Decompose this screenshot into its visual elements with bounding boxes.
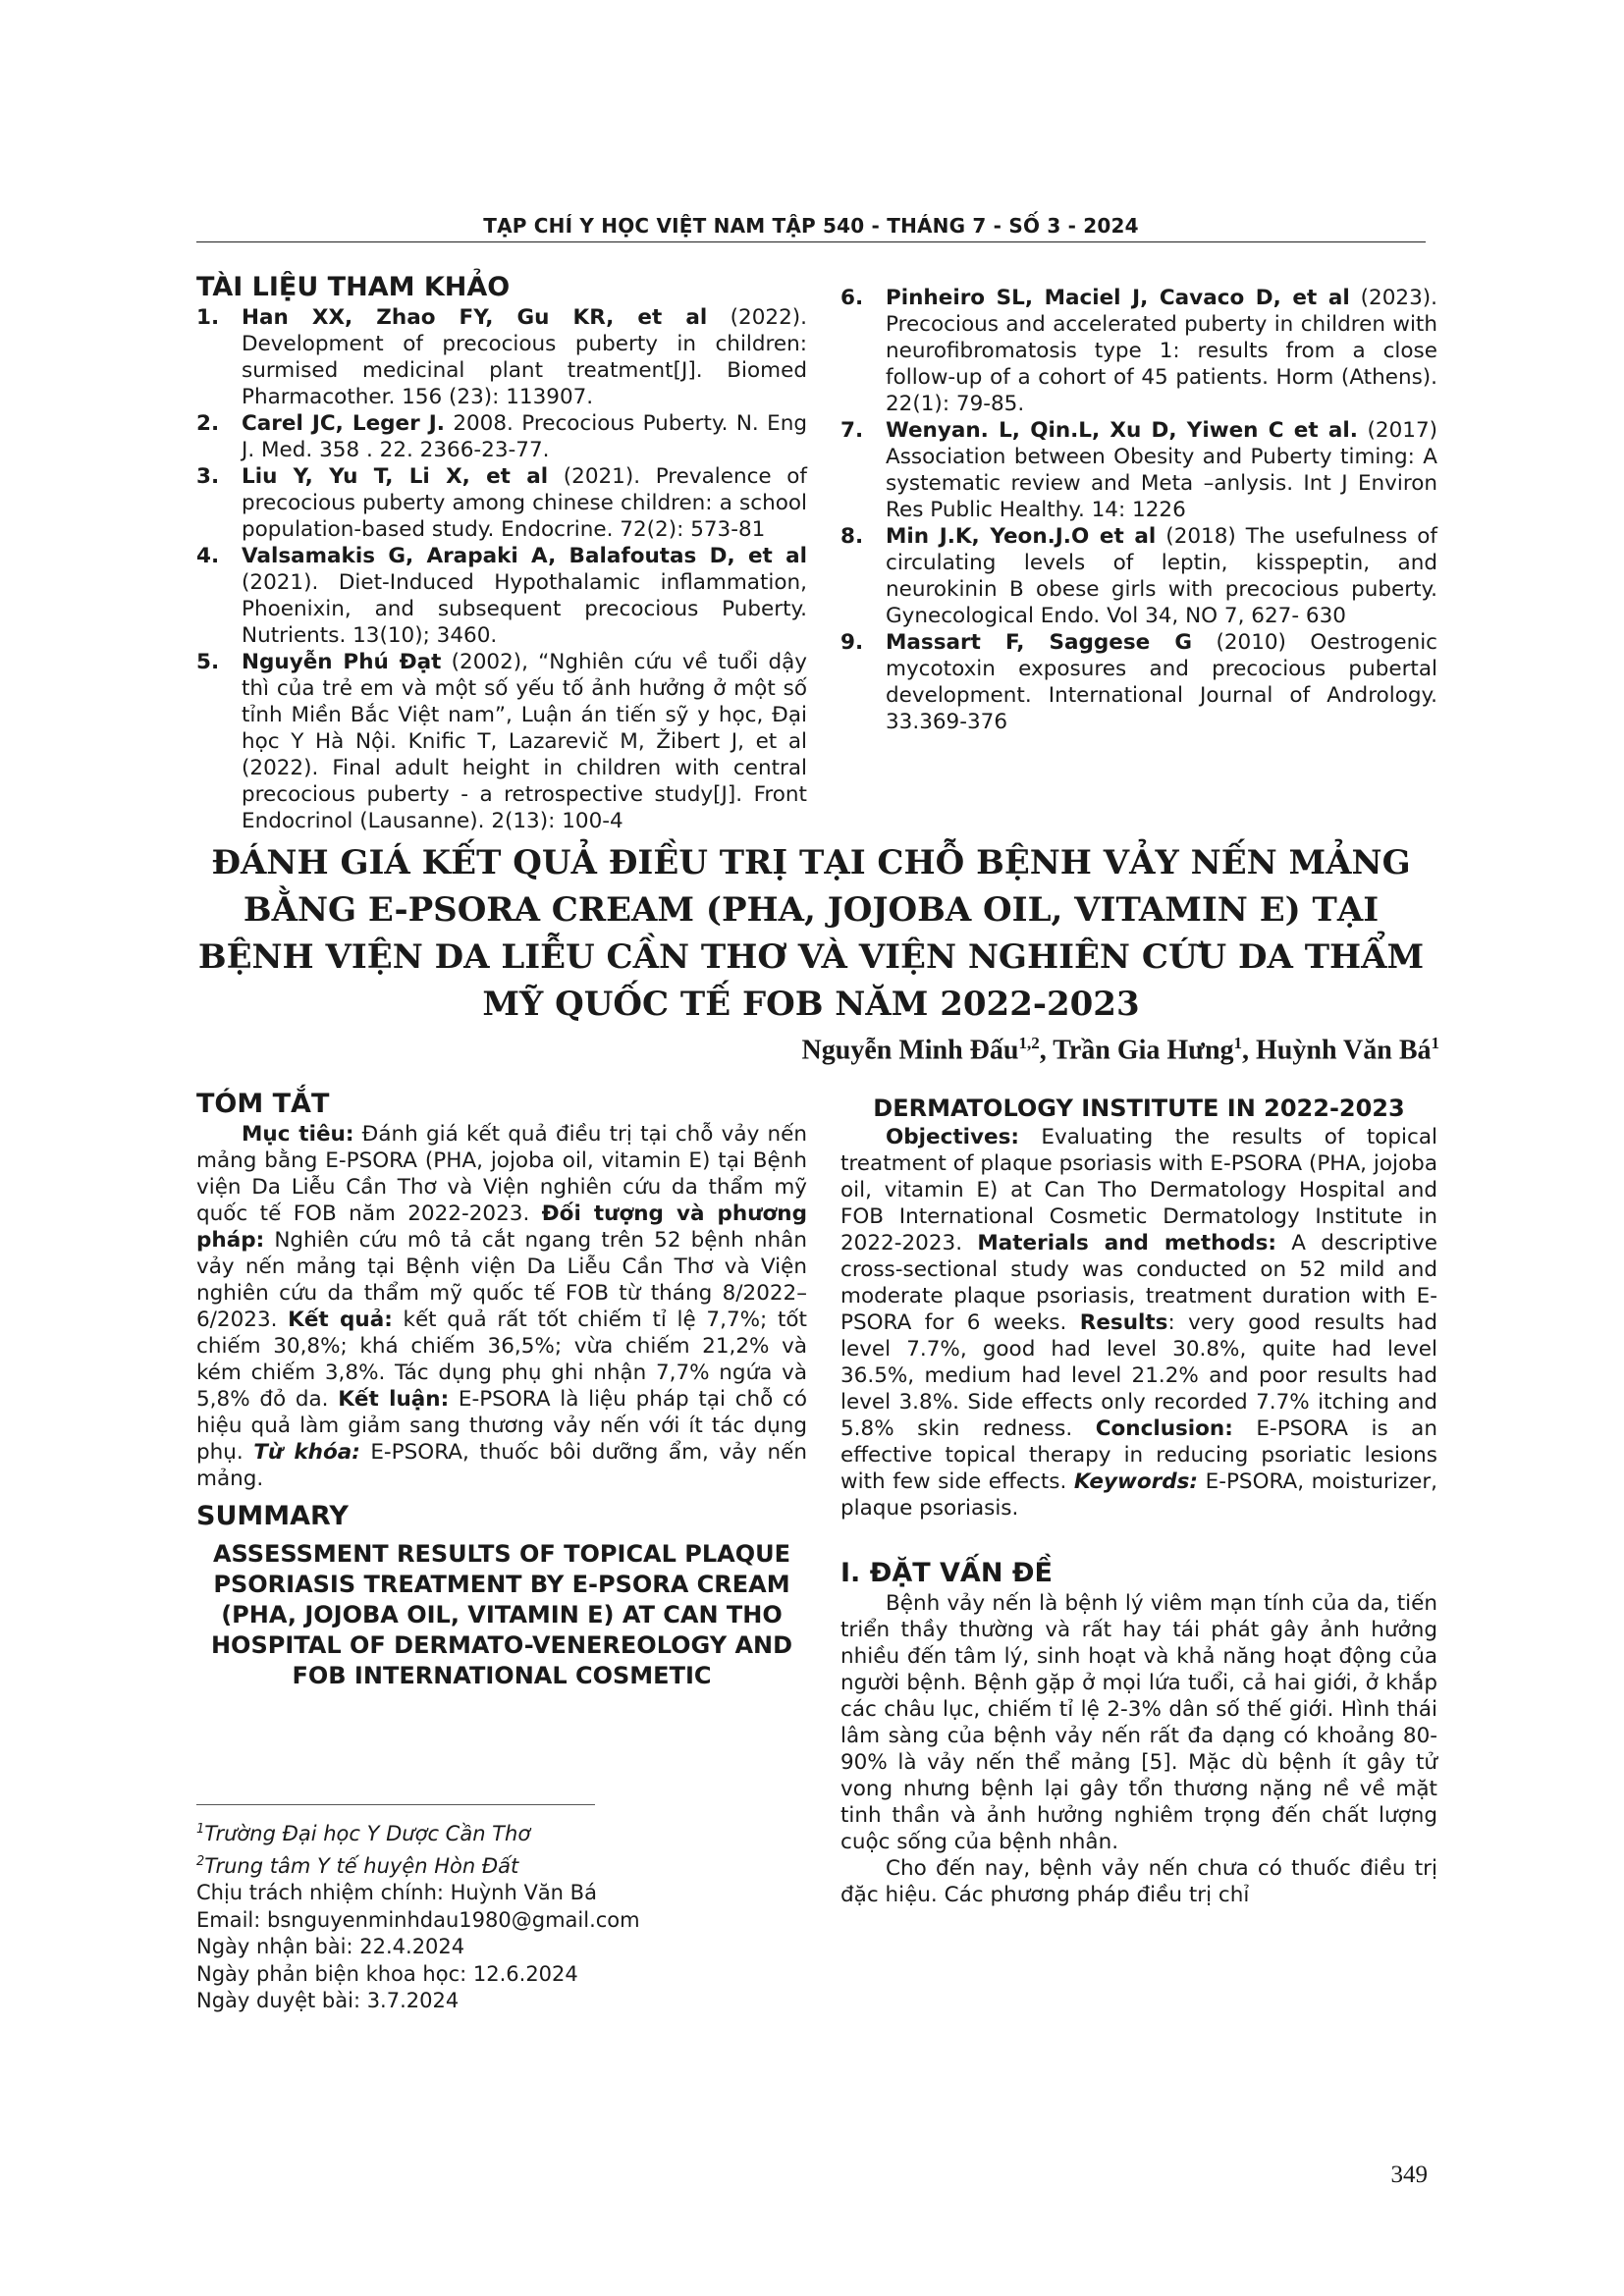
- doi-tuong-label: Đối tượng và phương pháp:: [196, 1201, 807, 1253]
- keywords-label: Keywords:: [1073, 1469, 1199, 1494]
- reference-authors: Liu Y, Yu T, Li X, et al: [242, 464, 549, 489]
- reference-text: [242, 304, 807, 410]
- conclusion-text: E-PSORA is an effective topical therapy in reducing psoriatic lesions with few side effects.: [840, 1416, 1437, 1494]
- references-heading: TÀI LIỆU THAM KHẢO: [196, 272, 511, 302]
- reference-authors: Wenyan. L, Qin.L, Xu D, Yiwen C et al.: [886, 418, 1358, 443]
- reference-details: (2023). Precocious and accelerated puberty in children with neurofibromatosis type 1: results from a close follow-up of a cohort of 45 patients. Horm (Athens). 22(1): 79-85.: [886, 286, 1437, 416]
- reference-authors: Valsamakis G, Arapaki A, Balafoutas D, et al: [242, 544, 807, 568]
- reference-authors: Carel JC, Leger J.: [242, 411, 445, 436]
- reference-number: 7.: [840, 418, 864, 443]
- date-accepted: Ngày duyệt bài: 3.7.2024: [196, 1989, 460, 2012]
- reference-number: 4.: [196, 544, 220, 568]
- responsible-author: Chịu trách nhiệm chính: Huỳnh Văn Bá: [196, 1881, 597, 1904]
- author-name: Huỳnh Văn Bá: [1256, 1035, 1432, 1066]
- author-affiliation-mark: 1,2: [1018, 1034, 1040, 1052]
- muc-tieu-label: Mục tiêu:: [242, 1122, 354, 1147]
- reference-number: 3.: [196, 464, 220, 489]
- date-reviewed: Ngày phản biện khoa học: 12.6.2024: [196, 1961, 578, 1986]
- affiliation-2: $^2$Trung tâm Y tế huyện Hòn Đất: [196, 1853, 519, 1878]
- reference-item: [840, 417, 1437, 523]
- reference-details: (2022). Development of precocious puberty in children: surmised medicinal plant treatment[J]. Biomed Pharmacother. 156 (23): 113907.: [242, 305, 807, 409]
- abstract-left-column: [196, 1088, 807, 1691]
- contact-email: Email: bsnguyenminhdau1980@gmail.com: [196, 1907, 640, 1932]
- objectives-text: Evaluating the results of topical treatment of plaque psoriasis with E-PSORA (PHA, jojoba oil, vitamin E) at Can Tho Dermatology Hospital and FOB International Cosmetic Dermatology Institute in 2022-2023.: [840, 1125, 1437, 1255]
- reference-details: (2017) Association between Obesity and Puberty timing: A systematic review and Meta –anlysis. Int J Environ Res Public Healthy. 14: 1226: [886, 418, 1438, 522]
- objectives-label: Objectives:: [886, 1125, 1020, 1149]
- article-title: ĐÁNH GIÁ KẾT QUẢ ĐIỀU TRỊ TẠI CHỖ BỆNH VẢY NẾN MẢNG BẰNG E-PSORA CREAM (PHA, JOJOBA OIL, VITAMIN E) TẠI BỆNH VIỆN DA LIỄU CẦN THƠ VÀ VIỆN NGHIÊN CỨU DA THẨM MỸ QUỐC TẾ FOB NĂM 2022-2023: [197, 843, 1425, 1024]
- reference-details: (2002), “Nghiên cứu về tuổi dậy thì của trẻ em và một số yếu tố ảnh hưởng ở một số tỉnh Miền Bắc Việt nam”, Luận án tiến sỹ y học, Đại học Y Hà Nội. Knific T, Lazarevič M, Žibert J, et al (2022). Final adult height in children with central precocious puberty - a retrospective study[J]. Front Endocrinol (Lausanne). 2(13): 100-4: [242, 650, 807, 833]
- reference-details: (2021). Diet-Induced Hypothalamic inflammation, Phoenixin, and subsequent precocious Puberty. Nutrients. 13(10); 3460.: [242, 570, 807, 648]
- reference-details: (2018) The usefulness of circulating levels of leptin, kisspeptin, and neurokinin B obese girls with precocious puberty. Gynecological Endo. Vol 34, NO 7, 627- 630: [886, 524, 1437, 628]
- tu-khoa-text: E-PSORA, thuốc bôi dưỡng ẩm, vảy nến mảng.: [196, 1440, 807, 1491]
- author-name: Nguyễn Minh Đấu: [801, 1035, 1019, 1066]
- footnote-rule: [196, 1804, 595, 1805]
- summary-title-continued: DERMATOLOGY INSTITUTE IN 2022-2023: [873, 1095, 1405, 1122]
- reference-text: [242, 410, 807, 463]
- section-introduction: [840, 1557, 1437, 1908]
- references-right-column: [840, 285, 1437, 735]
- results-text: : very good results had level 7.7%, good had level 30.8%, quite had level 36.5%, medium had level 21.2% and poor results had level 3.8%. Side effects only recorded 7.7% itching and 5.8% skin redness.: [840, 1310, 1437, 1441]
- reference-authors: Nguyễn Phú Đạt: [242, 650, 442, 674]
- reference-authors: Han XX, Zhao FY, Gu KR, et al: [242, 305, 708, 330]
- tu-khoa-label: Từ khóa:: [253, 1440, 360, 1465]
- tom-tat-body: [196, 1121, 807, 1492]
- reference-item: [196, 304, 807, 410]
- reference-item: [840, 285, 1437, 417]
- reference-authors: Pinheiro SL, Maciel J, Cavaco D, et al: [886, 286, 1350, 310]
- header-rule: [196, 241, 1426, 242]
- reference-text: [242, 649, 807, 834]
- ket-luan-text: E-PSORA là liệu pháp tại chỗ có hiệu quả làm giảm sang thương vảy nến với ít tác dụng phụ.: [196, 1387, 807, 1465]
- methods-label: Materials and methods:: [977, 1231, 1276, 1255]
- reference-authors: Min J.K, Yeon.J.O et al: [886, 524, 1157, 549]
- reference-text: [886, 523, 1437, 629]
- reference-details: 2008. Precocious Puberty. N. Eng J. Med. 358 . 22. 2366-23-77.: [242, 411, 807, 462]
- section-heading: I. ĐẶT VẤN ĐỀ: [840, 1558, 1053, 1588]
- reference-item: [840, 629, 1437, 735]
- muc-tieu-text: Đánh giá kết quả điều trị tại chỗ vảy nến mảng bằng E-PSORA (PHA, jojoba oil, vitamin E) tại Bệnh viện Da Liễu Cần Thơ và Viện nghiên cứu da thẩm mỹ quốc tế FOB năm 2022-2023.: [196, 1122, 807, 1226]
- reference-item: [196, 410, 807, 463]
- author-name: Trần Gia Hưng: [1053, 1035, 1234, 1066]
- page-number: 349: [1390, 2162, 1428, 2188]
- affiliation-text: Trường Đại học Y Dược Cần Thơ: [204, 1822, 531, 1845]
- reference-number: 5.: [196, 650, 220, 674]
- reference-item: [196, 649, 807, 834]
- reference-authors: Massart F, Saggese G: [886, 630, 1192, 655]
- journal-header: TẠP CHÍ Y HỌC VIỆT NAM TẬP 540 - THÁNG 7 - SỐ 3 - 2024: [483, 214, 1139, 238]
- summary-title: ASSESSMENT RESULTS OF TOPICAL PLAQUE PSORIASIS TREATMENT BY E-PSORA CREAM (PHA, JOJOBA OIL, VITAMIN E) AT CAN THO HOSPITAL OF DERMATO-VENEREOLOGY AND FOB INTERNATIONAL COSMETIC: [210, 1540, 793, 1689]
- ket-qua-label: Kết quả:: [288, 1308, 393, 1332]
- reference-text: [886, 629, 1437, 735]
- summary-heading: SUMMARY: [196, 1501, 349, 1531]
- summary-body: [840, 1124, 1437, 1522]
- doi-tuong-text: Nghiên cứu mô tả cắt ngang trên 52 bệnh nhân vảy nến mảng tại Bệnh viện Da Liễu Cần Thơ và Viện nghiên cứu da thẩm mỹ quốc tế FOB từ tháng 8/2022–6/2023.: [196, 1228, 807, 1332]
- results-label: Results: [1079, 1310, 1168, 1335]
- author-affiliation-mark: 1: [1233, 1034, 1243, 1052]
- introduction-paragraph: Cho đến nay, bệnh vảy nến chưa có thuốc điều trị đặc hiệu. Các phương pháp điều trị chỉ: [840, 1856, 1437, 1907]
- conclusion-label: Conclusion:: [1095, 1416, 1233, 1441]
- reference-item: [196, 543, 807, 649]
- ket-qua-text: kết quả rất tốt chiếm tỉ lệ 7,7%; tốt chiếm 30,8%; khá chiếm 36,5%; vừa chiếm 21,2% và kém chiếm 3,8%. Tác dụng phụ ghi nhận 7,7% ngứa và 5,8% đỏ da.: [196, 1308, 807, 1412]
- references-left-column: [196, 271, 807, 834]
- author-line: Nguyễn Minh Đấu$^{1,2}$, Trần Gia Hưng$^1$, Huỳnh Văn $Bá^1$: [801, 1034, 1439, 1066]
- reference-text: [886, 285, 1437, 417]
- keywords-text: E-PSORA, moisturizer, plaque psoriasis.: [840, 1469, 1438, 1521]
- reference-item: [196, 463, 807, 543]
- author-affiliation-mark: 1: [1431, 1034, 1439, 1052]
- methods-text: A descriptive cross-sectional study was conducted on 52 mild and moderate plaque psoriasis, treatment duration with E-PSORA for 6 weeks.: [840, 1231, 1438, 1335]
- affiliation-text: Trung tâm Y tế huyện Hòn Đất: [204, 1853, 519, 1878]
- date-received: Ngày nhận bài: 22.4.2024: [196, 1935, 465, 1958]
- reference-details: (2010) Oestrogenic mycotoxin exposures and precocious pubertal development. International Journal of Andrology. 33.369-376: [886, 630, 1438, 734]
- introduction-paragraph: Bệnh vảy nến là bệnh lý viêm mạn tính của da, tiến triển thầy thường và rất hay tái phát gây ảnh hưởng nhiều đến tâm lý, sinh hoạt và khả năng hoạt động của người bệnh. Bệnh gặp ở mọi lứa tuổi, cả hai giới, ở khắp các châu lục, chiếm tỉ lệ 2-3% dân số thế giới. Hình thái lâm sàng của bệnh vảy nến rất đa dạng có khoảng 80-90% là vảy nến thể mảng [5]. Mặc dù bệnh ít gây tử vong nhưng bệnh lại gây tổn thương nặng nề về mặt tinh thần và ảnh hưởng nghiêm trọng đến chất lượng cuộc sống của bệnh nhân.: [840, 1591, 1437, 1854]
- reference-text: [886, 417, 1437, 523]
- reference-text: [242, 543, 807, 649]
- reference-text: [242, 463, 807, 543]
- abstract-right-column: [840, 1094, 1437, 1522]
- reference-number: 8.: [840, 524, 864, 549]
- reference-number: 2.: [196, 411, 220, 436]
- reference-details: (2021). Prevalence of precocious puberty among chinese children: a school population-based study. Endocrine. 72(2): 573-81: [242, 464, 808, 542]
- reference-number: 1.: [196, 305, 220, 330]
- reference-number: 6.: [840, 286, 864, 310]
- tom-tat-heading: TÓM TẮT: [196, 1089, 330, 1119]
- ket-luan-label: Kết luận:: [338, 1387, 450, 1412]
- footnotes: [196, 1816, 807, 2015]
- affiliation-1: $^1$Trường Đại học Y Dược Cần Thơ: [196, 1822, 531, 1845]
- reference-number: 9.: [840, 630, 864, 655]
- reference-item: [840, 523, 1437, 629]
